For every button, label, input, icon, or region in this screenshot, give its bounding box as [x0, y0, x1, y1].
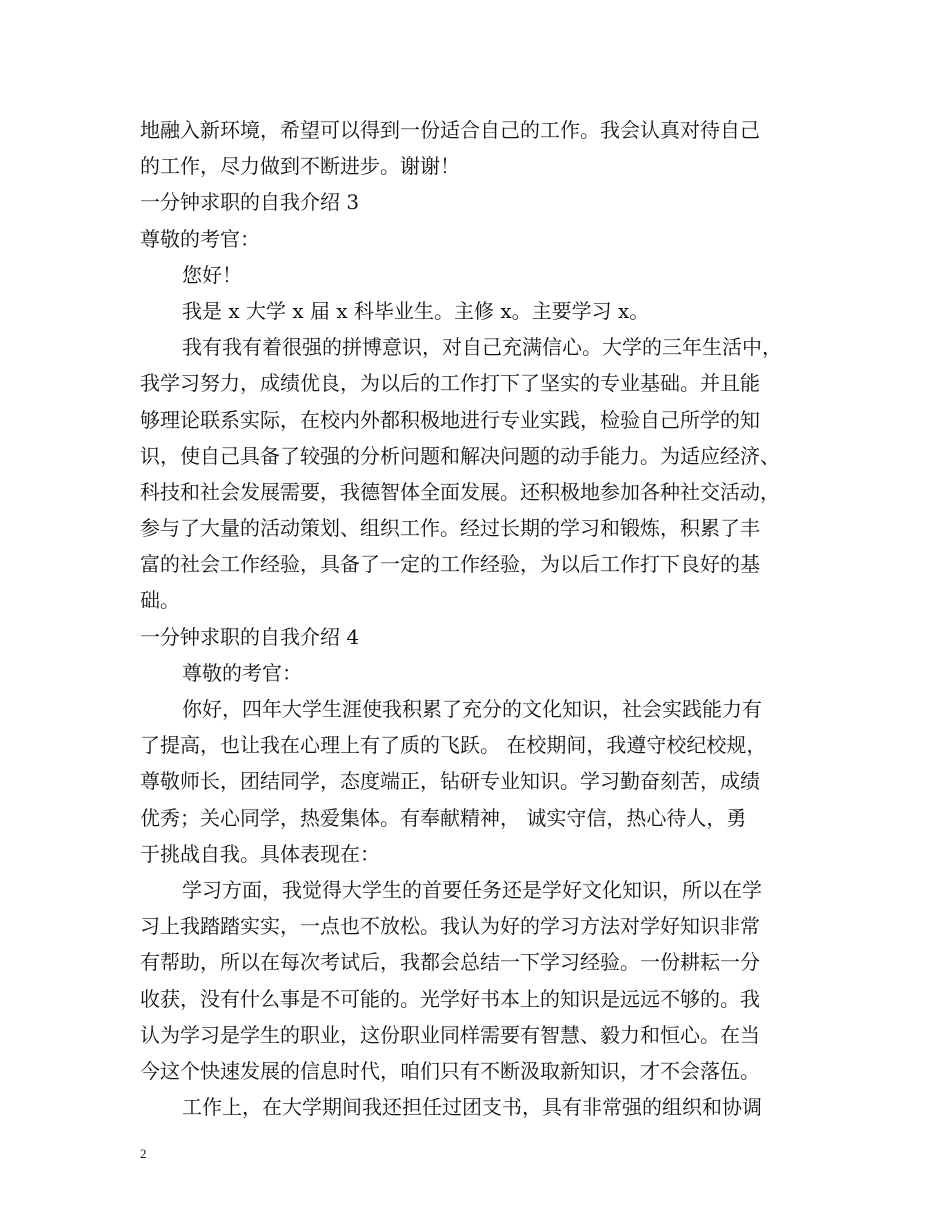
text-line: 识，使自己具备了较强的分析问题和解决问题的动手能力。为适应经济、 — [140, 443, 780, 468]
page-number: 2 — [140, 1146, 147, 1161]
text-line: 科技和社会发展需要，我德智体全面发展。还积极地参加各种社交活动， — [140, 479, 780, 504]
greeting: 您好！ — [182, 262, 242, 287]
text-line: 收获，没有什么事是不可能的。光学好书本上的知识是远远不够的。我 — [140, 986, 760, 1011]
text-line: 学习方面，我觉得大学生的首要任务还是学好文化知识，所以在学 — [182, 877, 762, 902]
section-heading: 一分钟求职的自我介绍 4 — [140, 624, 360, 649]
text-line: 有帮助，所以在每次考试后，我都会总结一下学习经验。一份耕耘一分 — [140, 950, 760, 975]
text-line: 优秀；关心同学，热爱集体。有奉献精神， 诚实守信，热心待人，勇 — [140, 805, 747, 830]
salutation: 尊敬的考官： — [140, 226, 260, 251]
text-line: 我有我有着很强的拼博意识，对自己充满信心。大学的三年生活中， — [182, 335, 782, 360]
text-line: 尊敬师长，团结同学，态度端正，钻研专业知识。学习勤奋刻苦，成绩 — [140, 769, 760, 794]
text-line: 认为学习是学生的职业，这份职业同样需要有智慧、毅力和恒心。在当 — [140, 1022, 760, 1047]
text-line: 于挑战自我。具体表现在： — [140, 841, 380, 866]
document-page — [140, 112, 830, 1125]
text-line: 我学习努力，成绩优良，为以后的工作打下了坚实的专业基础。并且能 — [140, 371, 760, 396]
text-line: 参与了大量的活动策划、组织工作。经过长期的学习和锻炼，积累了丰 — [140, 516, 760, 541]
text-line: 了提高，也让我在心理上有了质的飞跃。 在校期间，我遵守校纪校规， — [140, 733, 767, 758]
salutation: 尊敬的考官： — [182, 660, 302, 685]
text-line: 你好，四年大学生涯使我积累了充分的文化知识，社会实践能力有 — [182, 697, 762, 721]
text-line: 我是 x 大学 x 届 x 科毕业生。主修 x。主要学习 x。 — [182, 298, 650, 323]
text-line: 够理论联系实际，在校内外都积极地进行专业实践，检验自己所学的知 — [140, 407, 760, 432]
text-line: 习上我踏踏实实，一点也不放松。我认为好的学习方法对学好知识非常 — [140, 914, 760, 939]
section-heading: 一分钟求职的自我介绍 3 — [140, 190, 360, 215]
text-line: 工作上，在大学期间我还担任过团支书，具有非常强的组织和协调 — [182, 1095, 762, 1120]
text-line: 今这个快速发展的信息时代，咱们只有不断汲取新知识，才不会落伍。 — [140, 1058, 760, 1083]
text-line: 的工作，尽力做到不断进步。谢谢！ — [140, 154, 460, 179]
text-line: 础。 — [140, 588, 180, 613]
text-line: 富的社会工作经验，具备了一定的工作经验，为以后工作打下良好的基 — [140, 552, 760, 577]
text-line: 地融入新环境，希望可以得到一份适合自己的工作。我会认真对待自己 — [140, 118, 760, 142]
